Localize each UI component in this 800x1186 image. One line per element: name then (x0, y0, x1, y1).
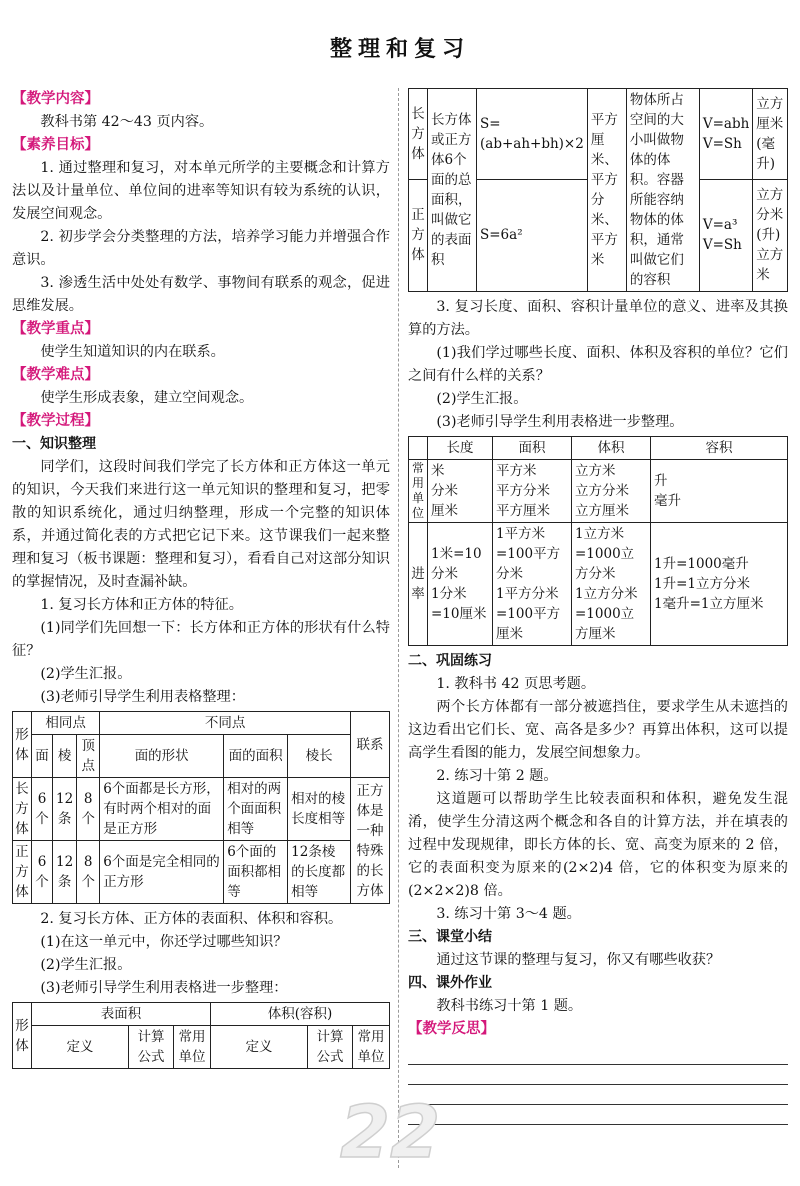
exercise-2: 2. 练习十第 2 题。 (436, 768, 558, 784)
heading-process: 【教学过程】 (12, 413, 99, 429)
cell-t2-h-surface: 表面积 (32, 1003, 211, 1026)
point-3c: (3)老师引导学生利用表格进一步整理。 (436, 414, 684, 430)
unit-item: 毫升 (654, 493, 681, 509)
rate-item: 1升=1立方分米 (654, 576, 750, 592)
cell-surface-def: 长方体或正方体6个面的总面积，叫做它的表面积 (428, 89, 477, 292)
point-3a: (1)我们学过哪些长度、面积、体积及容积的单位？它们之间有什么样的关系？ (408, 345, 788, 384)
exercise-2-desc: 这道题可以帮助学生比较表面积和体积，避免发生混淆，使学生分清这两个概念和各自的计算方法，并在填表的过程中发现规律，即长方体的长、宽、高变为原来的 2 倍，它的表面积变为原来的(2×2)4 倍，它的体积变为原来的(2×2×2)8 倍。 (408, 791, 788, 899)
cell-h-diff: 不同点 (100, 712, 351, 735)
cell-h-link: 联系 (351, 712, 390, 778)
units-table (408, 436, 788, 646)
section-4-title: 四、课外作业 (408, 975, 492, 991)
goal-3: 3. 渗透生活中处处有数学、事物间有联系的观念，促进思维发展。 (12, 275, 390, 314)
exercise-1: 1. 教科书 42 页思考题。 (436, 676, 596, 692)
unit-item: 厘米 (431, 503, 458, 519)
cell-r1-volume-formula: V=abh V=Sh (699, 89, 752, 180)
cell-t3-r1-label: 常用单位 (409, 460, 428, 523)
point-3: 3. 复习长度、面积、容积计量单位的意义、进率及其换算的方法。 (408, 299, 788, 338)
heading-reflection: 【教学反思】 (408, 1021, 495, 1037)
cell-t3-h-area: 面积 (493, 437, 572, 460)
point-3b: (2)学生汇报。 (436, 391, 528, 407)
summary-text: 通过这节课的整理与复习，你又有哪些收获？ (436, 952, 721, 968)
point-2: 2. 复习长方体、正方体的表面积、体积和容积。 (40, 911, 343, 927)
cell-t3-r2-label: 进率 (409, 523, 428, 646)
cell-t2b-r2-name: 正方体 (409, 179, 428, 291)
cell-r2-name: 正方体 (13, 841, 32, 904)
cell-r2-shape: 6个面是完全相同的正方形 (100, 841, 224, 904)
cell-surface-units: 平方厘米、平方分米、平方米 (587, 89, 626, 292)
features-table (12, 711, 390, 904)
page-title: 整理和复习 (329, 37, 470, 62)
cell-r2-volume-formula: V=a³ V=Sh (699, 179, 752, 291)
cell-t3-r1-volume (572, 460, 651, 523)
point-1c: (3)老师引导学生利用表格整理： (40, 689, 245, 705)
difficulty-text: 使学生形成表象，建立空间观念。 (40, 390, 254, 406)
cell-t2-h-unit2: 常用单位 (353, 1026, 390, 1069)
cell-r2-surface-formula: S=6a² (477, 179, 588, 291)
cell-h-shape: 形体 (13, 712, 32, 778)
intro-text: 同学们，这段时间我们学完了长方体和正方体这一单元的知识，今天我们来进行这一单元知识的整理和复习，把零散的知识系统化，通过归纳整理，形成一个完整的知识体系，并通过简化表的方式把它记下来。这节课我们一起来整理和复习（板书课题：整理和复习），看看自己对这部分知识的掌握情况，及时查漏补缺。 (12, 459, 390, 590)
point-1b: (2)学生汇报。 (40, 666, 132, 682)
exercise-1-desc: 两个长方体都有一部分被遮挡住，要求学生从未遮挡的这边看出它们长、宽、高各是多少？再算出体积，这可以提高学生看图的能力，发展空间想象力。 (408, 699, 788, 761)
content-text: 教科书第 42～43 页内容。 (40, 114, 214, 130)
cell-r2-units: 立方分米(升) 立方米 (753, 179, 788, 291)
cell-t2-h-formula2: 计算公式 (308, 1026, 353, 1069)
cell-t3-r1-capacity (651, 460, 788, 523)
point-2a: (1)在这一单元中，你还学过哪些知识？ (40, 934, 288, 950)
heading-content: 【教学内容】 (12, 91, 99, 107)
left-column (12, 88, 390, 1069)
unit-item: 分米 (431, 483, 458, 499)
surface-volume-table-head (12, 1002, 390, 1069)
cell-t3-h-volume: 体积 (572, 437, 651, 460)
cell-t3-r2-capacity (651, 523, 788, 646)
cell-r1-face: 6个 (32, 778, 53, 841)
rate-item: 1立方分米=1000立方厘米 (575, 586, 638, 642)
cell-t3-corner (409, 437, 428, 460)
unit-item: 立方米 (575, 463, 616, 479)
cell-t2-h-volume: 体积(容积) (211, 1003, 390, 1026)
point-2b: (2)学生汇报。 (40, 957, 132, 973)
cell-r2-face: 6个 (32, 841, 53, 904)
cell-t3-r2-length (428, 523, 493, 646)
heading-difficulty: 【教学难点】 (12, 367, 99, 383)
rate-item: 1平方米=100平方分米 (496, 526, 561, 582)
cell-h-face: 面 (32, 735, 53, 778)
cell-r1-units: 立方厘米(毫升) (753, 89, 788, 180)
cell-r2-vertex: 8个 (77, 841, 100, 904)
unit-item: 米 (431, 463, 445, 479)
cell-h-edgelen: 棱长 (288, 735, 351, 778)
right-column (408, 88, 788, 1125)
cell-r1-name: 长方体 (13, 778, 32, 841)
cell-t2-h-formula: 计算公式 (129, 1026, 174, 1069)
cell-h-facearea: 面的面积 (224, 735, 288, 778)
cell-h-vertex: 顶点 (77, 735, 100, 778)
rate-item: 1立方米=1000立方分米 (575, 526, 635, 582)
cell-h-faceshape: 面的形状 (100, 735, 224, 778)
cell-r1-surface-formula: S=(ab+ah+bh)×2 (477, 89, 588, 180)
cell-t2-h-def2: 定义 (211, 1026, 308, 1069)
section-1-title: 一、知识整理 (12, 436, 96, 452)
rate-item: 1毫升=1立方厘米 (654, 596, 764, 612)
cell-t3-r2-volume (572, 523, 651, 646)
cell-t2-h-shape: 形体 (13, 1003, 32, 1069)
writing-line (408, 1085, 788, 1105)
point-1a: (1)同学们先回想一下：长方体和正方体的形状有什么特征？ (12, 620, 390, 659)
rate-item: 1升=1000毫升 (654, 556, 749, 572)
writing-line (408, 1045, 788, 1065)
heading-goal: 【素养目标】 (12, 137, 99, 153)
cell-r2-edge: 12条 (53, 841, 77, 904)
cell-t2b-r1-name: 长方体 (409, 89, 428, 180)
key-text: 使学生知道知识的内在联系。 (40, 344, 225, 360)
column-divider (398, 88, 399, 1168)
writing-line (408, 1105, 788, 1125)
cell-t3-r2-area (493, 523, 572, 646)
rate-item: 1分米=10厘米 (431, 586, 487, 622)
heading-key: 【教学重点】 (12, 321, 99, 337)
unit-item: 平方厘米 (496, 503, 550, 519)
cell-r1-vertex: 8个 (77, 778, 100, 841)
cell-h-edge: 棱 (53, 735, 77, 778)
cell-volume-def: 物体所占空间的大小叫做物体的体积。容器所能容纳物体的体积，通常叫做它们的容积 (626, 89, 699, 292)
cell-r1-area: 相对的两个面面积相等 (224, 778, 288, 841)
cell-t3-r1-area (493, 460, 572, 523)
goal-1: 1. 通过整理和复习，对本单元所学的主要概念和计算方法以及计量单位、单位间的进率等知识有较为系统的认识，发展空间观念。 (12, 160, 390, 222)
unit-item: 平方分米 (496, 483, 550, 499)
homework-text: 教科书练习十第 1 题。 (436, 998, 583, 1014)
reflection-lines (408, 1045, 788, 1125)
cell-t3-h-length: 长度 (428, 437, 493, 460)
unit-item: 平方米 (496, 463, 537, 479)
cell-r2-area: 6个面的面积都相等 (224, 841, 288, 904)
exercise-3: 3. 练习十第 3～4 题。 (436, 906, 581, 922)
cell-link: 正方体是一种特殊的长方体 (351, 778, 390, 904)
page-number: 22 (340, 1090, 441, 1174)
cell-r1-len: 相对的棱长度相等 (288, 778, 351, 841)
goal-2: 2. 初步学会分类整理的方法，培养学习能力并增强合作意识。 (12, 229, 390, 268)
cell-r1-shape: 6个面都是长方形，有时两个相对的面是正方形 (100, 778, 224, 841)
point-2c: (3)老师引导学生利用表格进一步整理： (40, 980, 288, 996)
unit-item: 立方厘米 (575, 503, 629, 519)
unit-item: 升 (654, 473, 668, 489)
point-1: 1. 复习长方体和正方体的特征。 (40, 597, 243, 613)
cell-t3-h-capacity: 容积 (651, 437, 788, 460)
cell-h-same: 相同点 (32, 712, 100, 735)
writing-line (408, 1065, 788, 1085)
rate-item: 1平方分米=100平方厘米 (496, 586, 561, 642)
unit-item: 立方分米 (575, 483, 629, 499)
cell-t3-r1-length (428, 460, 493, 523)
cell-t2-h-unit: 常用单位 (174, 1026, 211, 1069)
surface-volume-table-body (408, 88, 788, 292)
cell-r1-edge: 12条 (53, 778, 77, 841)
section-3-title: 三、课堂小结 (408, 929, 492, 945)
cell-r2-len: 12条棱的长度都相等 (288, 841, 351, 904)
cell-t2-h-def: 定义 (32, 1026, 129, 1069)
section-2-title: 二、巩固练习 (408, 653, 492, 669)
rate-item: 1米=10分米 (431, 546, 482, 582)
